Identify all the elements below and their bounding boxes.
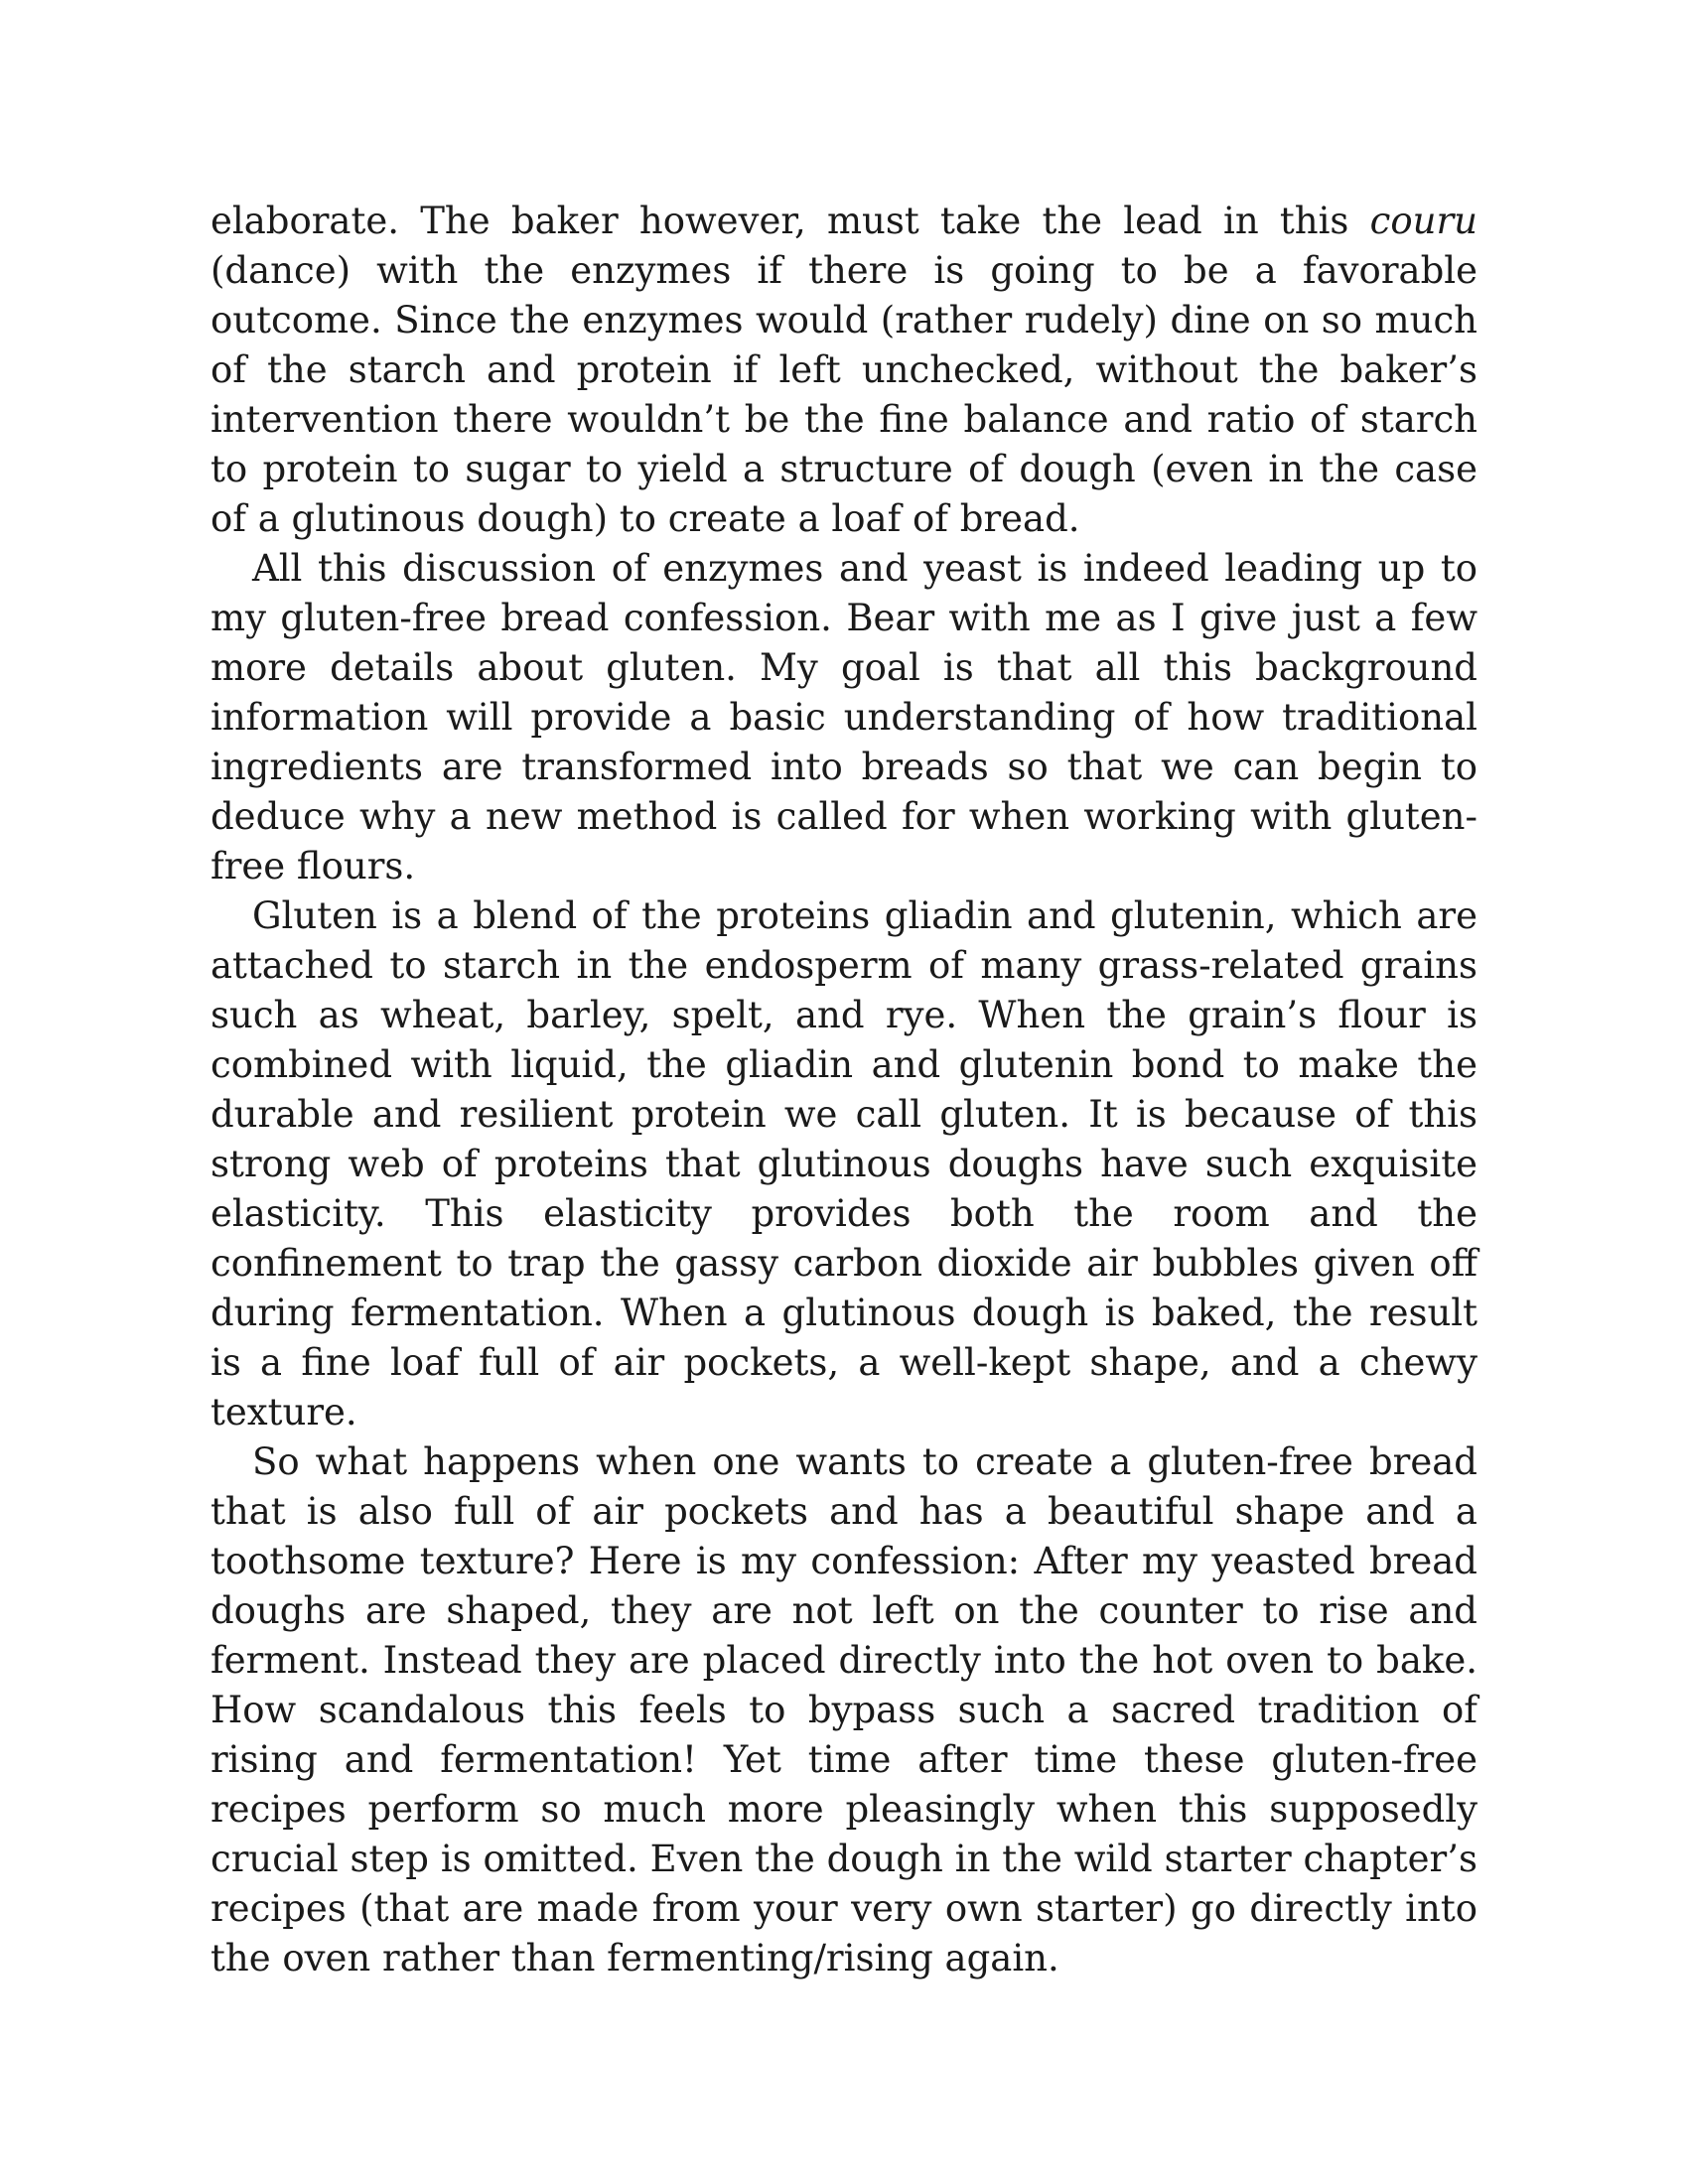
paragraph-gluten-definition: Gluten is a blend of the proteins gliadin and glutenin, which are attached to starch in the endosperm of many grass-related grains such as wheat, barley, spelt, and rye. When the grain’s flour is combined with liquid, the gliadin and glutenin bond to make the durable and resilient protein we call gluten. It is because of this strong web of proteins that glutinous doughs have such exquisite elasticity. This elasticity provides both the room and the confinement to trap the gassy carbon dioxide air bubbles given off during fermentation. When a glutinous dough is baked, the result is a fine loaf full of air pockets, a well-kept shape, and a chewy texture. xyxy=(211,894,1477,1433)
book-page-body xyxy=(211,197,1477,1983)
italic-term-couru: couru xyxy=(1369,200,1477,242)
paragraph-continuation xyxy=(211,197,1477,544)
paragraph-text-start: elaborate. The baker however, must take the lead in this xyxy=(211,200,1370,242)
paragraph-text-end: (dance) with the enzymes if there is going to be a favorable outcome. Since the enzymes would (rather rudely) dine on so much of the starch and protein if left unchecked, without the baker’s intervention there wouldn’t be the fine balance and ratio of starch to protein to sugar to yield a structure of dough (even in the case of a glutinous dough) to create a loaf of bread. xyxy=(211,249,1477,540)
paragraph-enzymes-yeast: All this discussion of enzymes and yeast is indeed leading up to my gluten-free bread confession. Bear with me as I give just a few more details about gluten. My goal is that all this background information will provide a basic understanding of how traditional ingredients are transformed into breads so that we can begin to deduce why a new method is called for when working with gluten-free flours. xyxy=(211,547,1477,887)
paragraph-confession: So what happens when one wants to create a gluten-free bread that is also full of air pockets and has a beautiful shape and a toothsome texture? Here is my confession: After my yeasted bread doughs are shaped, they are not left on the counter to rise and ferment. Instead they are placed directly into the hot oven to bake. How scandalous this feels to bypass such a sacred tradition of rising and fermentation! Yet time after time these gluten-free recipes perform so much more pleasingly when this supposedly crucial step is omitted. Even the dough in the wild starter chapter’s recipes (that are made from your very own starter) go directly into the oven rather than fermenting/rising again. xyxy=(211,1440,1477,1979)
